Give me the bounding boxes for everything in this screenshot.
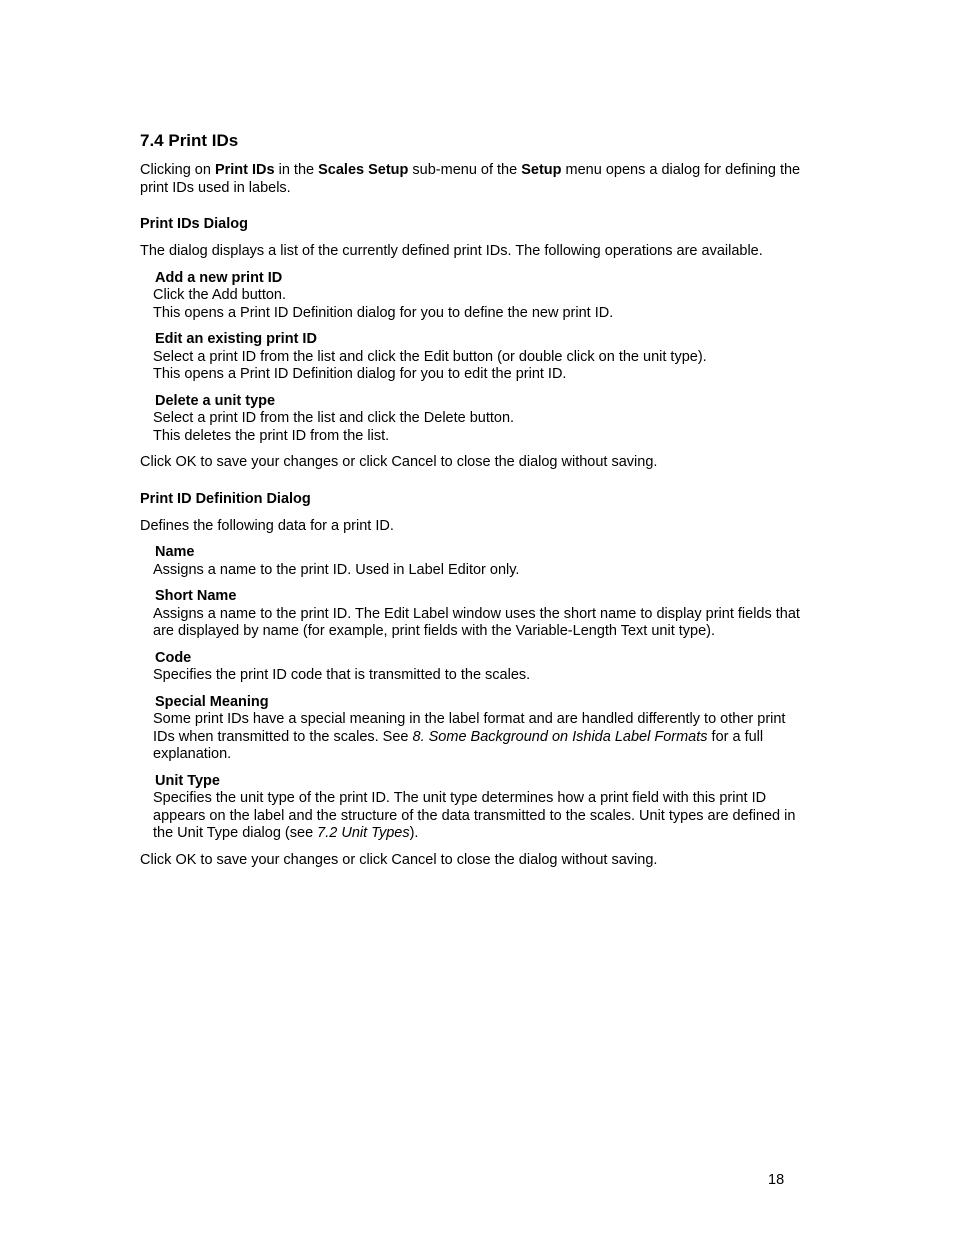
intro-text: menu opens a dialog for defining the print IDs used in labels. (140, 162, 801, 196)
definition-dialog-description: Defines the following data for a print ID. (140, 517, 394, 534)
print-ids-dialog-heading: Print IDs Dialog (140, 216, 248, 232)
field-term: Code (155, 649, 192, 666)
operation-line: This deletes the print ID from the list. (153, 427, 390, 444)
print-ids-dialog-description: The dialog displays a list of the currently defined print IDs. The following operations are available. (140, 243, 763, 259)
field-text-part: Some print IDs have a special meaning in the label format and are handled differently to other print IDs when transmitted to the scales. See (153, 711, 786, 745)
document-page (140, 130, 810, 887)
field-name (153, 544, 810, 579)
operation-term: Add a new print ID (155, 269, 283, 286)
operation-term: Delete a unit type (155, 392, 276, 409)
field-text: Assigns a name to the print ID. The Edit Label window uses the short name to display print fields that are displayed by name (for example, print fields with the Variable-Length Text unit type). (153, 605, 800, 639)
definition-dialog-heading: Print ID Definition Dialog (140, 490, 311, 507)
operation-edit (153, 331, 810, 384)
field-text-part: Specifies the unit type of the print ID. The unit type determines how a print field with this print ID appears on the label and the structure of the data transmitted to the scales. Unit types are defined in the Unit Type dialog (see (153, 790, 796, 841)
field-text-part: ). (409, 825, 419, 841)
cross-reference: 7.2 Unit Types (317, 825, 410, 841)
field-special-meaning (153, 694, 810, 764)
intro-text: in the (274, 162, 319, 178)
section-title: 7.4 Print IDs (140, 131, 239, 150)
operation-term: Edit an existing print ID (155, 331, 317, 347)
field-unit-type (153, 773, 810, 843)
field-text (153, 790, 810, 843)
page-number: 18 (768, 1172, 785, 1188)
operation-line: This opens a Print ID Definition dialog for you to edit the print ID. (153, 366, 567, 382)
field-term: Short Name (155, 588, 237, 604)
field-text (153, 711, 810, 764)
intro-bold-print-ids: Print IDs (214, 162, 275, 178)
field-short-name (153, 588, 810, 641)
operation-line: Select a print ID from the list and click the Delete button. (153, 410, 515, 426)
field-text-part: for a full explanation. (153, 728, 764, 762)
field-term: Name (155, 544, 195, 560)
definition-dialog-closing: Click OK to save your changes or click Cancel to close the dialog without saving. (140, 851, 658, 868)
field-term: Special Meaning (155, 693, 269, 710)
operation-line: Click the Add button. (153, 287, 286, 303)
intro-bold-scales-setup: Scales Setup (318, 162, 409, 178)
print-ids-dialog-closing: Click OK to save your changes or click Cancel to close the dialog without saving. (140, 454, 658, 470)
intro-text: sub-menu of the (408, 162, 522, 178)
operation-delete (153, 393, 810, 446)
intro-bold-setup: Setup (521, 162, 562, 178)
field-text: Specifies the print ID code that is transmitted to the scales. (153, 667, 531, 683)
cross-reference: 8. Some Background on Ishida Label Formats (412, 728, 708, 745)
operation-add (153, 270, 810, 323)
intro-text: Clicking on (140, 162, 215, 178)
operation-line: Select a print ID from the list and click the Edit button (or double click on the unit type). (153, 348, 707, 365)
field-text: Assigns a name to the print ID. Used in Label Editor only. (153, 561, 520, 578)
operation-line: This opens a Print ID Definition dialog for you to define the new print ID. (153, 304, 614, 321)
field-code (153, 650, 810, 685)
intro-paragraph (140, 162, 810, 197)
field-term: Unit Type (155, 772, 220, 789)
